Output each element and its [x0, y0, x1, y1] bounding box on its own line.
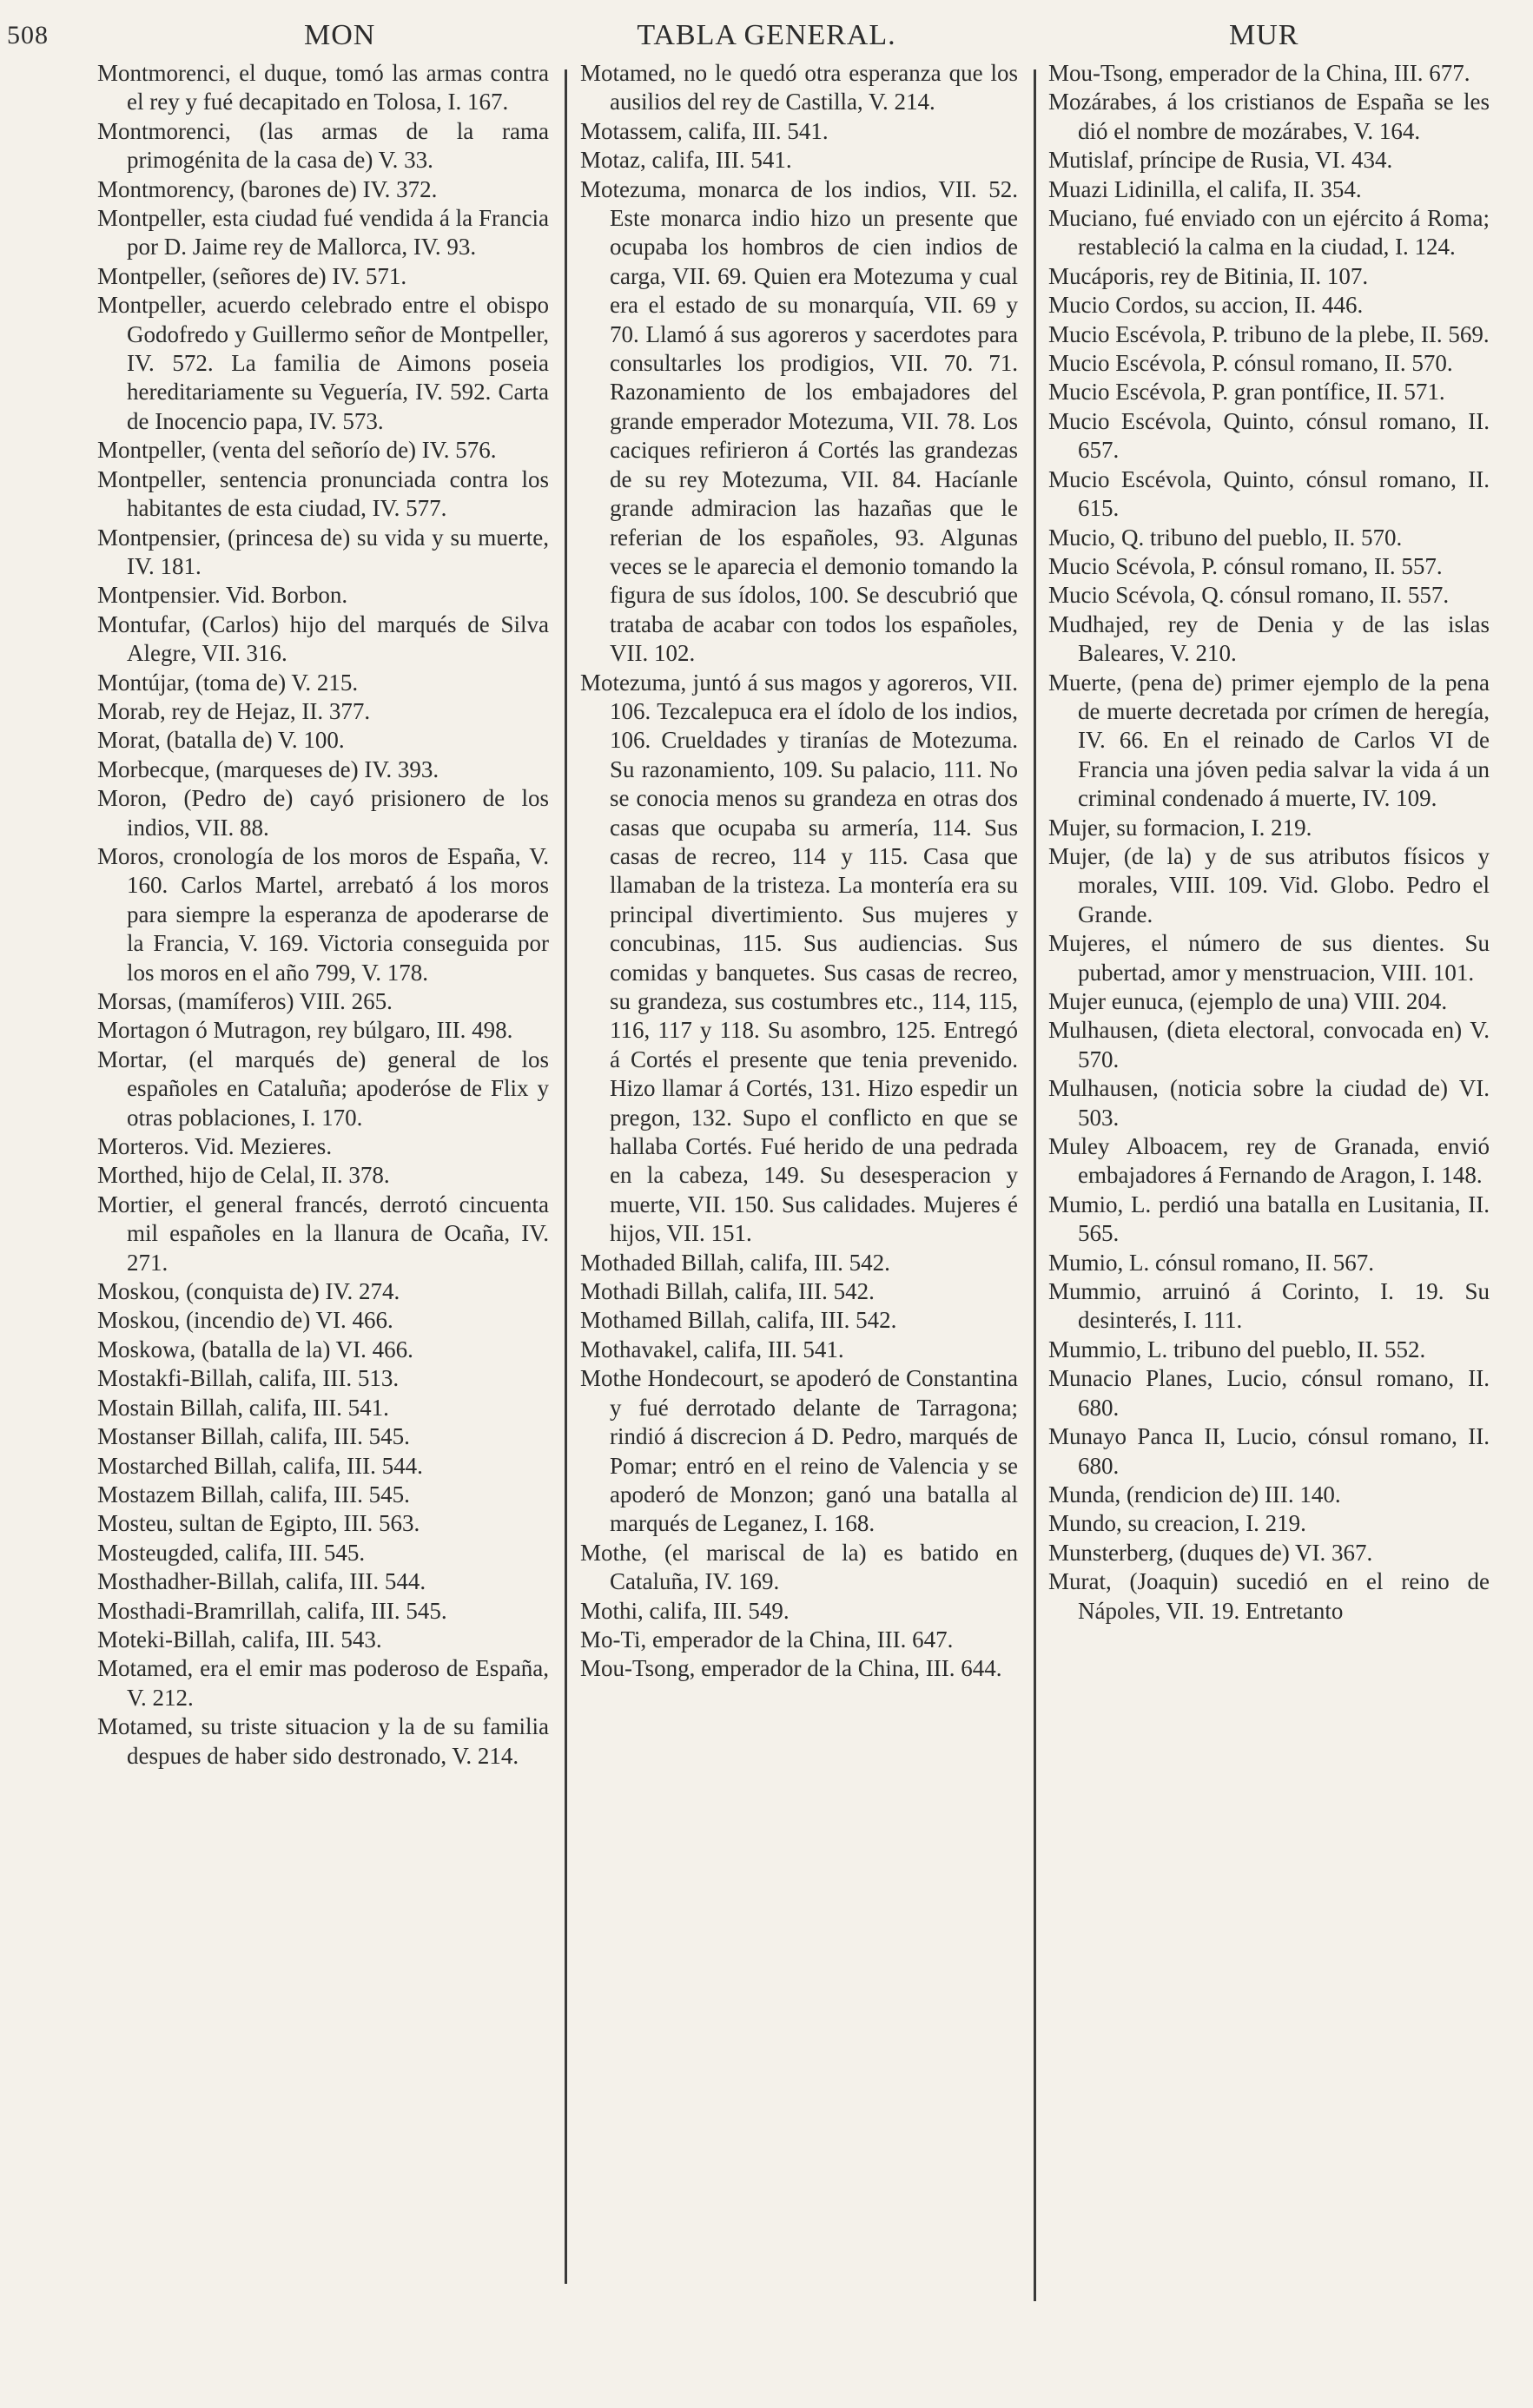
index-entry: Mosteugded, califa, III. 545. — [97, 1539, 366, 1566]
index-entry: Mothamed Billah, califa, III. 542. — [580, 1307, 897, 1334]
index-entry: Mumio, L. perdió una batalla en Lusitania, II. 565. — [1048, 1191, 1490, 1247]
index-entry: Muley Alboacem, rey de Granada, envió embajadores á Fernando de Aragon, I. 148. — [1048, 1133, 1490, 1189]
index-entry: Morthed, hijo de Celal, II. 378. — [97, 1162, 390, 1189]
column-divider — [1034, 69, 1036, 2301]
index-entry: Motezuma, monarca de los indios, VII. 52. Este monarca indio hizo un presente que ocupaba los hombros de cien indios de carga, VII. 69. Quien era Motezuma y cual era el estado de su monarquía, VII. 69 y 70. Llamó á sus agoreros y sacerdotes para consultarles los prodigios, VII. 70. 71. Razonamiento de los embajadores del grande emperador Motezuma, VII. 78. Los caciques refirieron á Cortés las grandezas de su rey Motezuma, VII. 84. Hacíanle grande admiracion las hazañas que le referian de los españoles, 93. Algunas veces se le aparecia el demonio tomando la figura de sus ídolos, 100. Se descubrió que trataba de acabar con todos los españoles, VII. 102. — [580, 175, 1018, 667]
index-entry: Mutislaf, príncipe de Rusia, VI. 434. — [1048, 147, 1393, 174]
index-entry: Muazi Lidinilla, el califa, II. 354. — [1048, 175, 1362, 202]
left-running-head: MON — [304, 19, 376, 51]
index-entry: Munayo Panca II, Lucio, cónsul romano, II. 680. — [1048, 1423, 1490, 1479]
index-entry: Morsas, (mamíferos) VIII. 265. — [97, 988, 393, 1014]
index-entry: Mostakfi-Billah, califa, III. 513. — [97, 1365, 400, 1392]
index-entry: Muciano, fué enviado con un ejército á Roma; restableció la calma en la ciudad, I. 124. — [1048, 205, 1490, 261]
index-entry: Mumio, L. cónsul romano, II. 567. — [1048, 1249, 1374, 1276]
index-entry: Montmorenci, el duque, tomó las armas contra el rey y fué decapitado en Tolosa, I. 167. — [97, 60, 549, 115]
index-entry: Motamed, su triste situacion y la de su familia despues de haber sido destronado, V. 214. — [97, 1713, 549, 1769]
page-header — [0, 9, 1533, 61]
index-entry: Moron, (Pedro de) cayó prisionero de los indios, VII. 88. — [97, 785, 549, 841]
column-divider — [565, 69, 567, 2284]
index-entry: Mosteu, sultan de Egipto, III. 563. — [97, 1510, 420, 1537]
index-entry: Mothi, califa, III. 549. — [580, 1597, 790, 1624]
index-entry: Moteki-Billah, califa, III. 543. — [97, 1626, 382, 1653]
index-entry: Motaz, califa, III. 541. — [580, 147, 792, 174]
right-running-head: MUR — [1229, 19, 1299, 51]
index-entry: Morab, rey de Hejaz, II. 377. — [97, 697, 371, 724]
index-entry: Mosthadher-Billah, califa, III. 544. — [97, 1568, 426, 1595]
index-entry: Moskowa, (batalla de la) VI. 466. — [97, 1336, 413, 1362]
index-entry: Mucio Escévola, Quinto, cónsul romano, II. 657. — [1048, 407, 1490, 464]
index-entry: Mujer, su formacion, I. 219. — [1048, 814, 1312, 841]
index-entry: Mothavakel, califa, III. 541. — [580, 1336, 844, 1362]
index-entry: Mothe Hondecourt, se apoderó de Constantina y fué derrotado delante de Tarragona; rindió á discrecion á D. Pedro, marqués de Pomar; entró en el reino de Valencia y se apoderó de Monzon; ganó una batalla al marqués de Leganez, I. 168. — [580, 1365, 1018, 1537]
index-entry: Muerte, (pena de) primer ejemplo de la pena de muerte decretada por crímen de heregía, IV. 66. En el reinado de Carlos VI de Francia una jóven pedia salvar la vida á un criminal condenado á muerte, IV. 109. — [1048, 669, 1490, 812]
index-entry: Mozárabes, á los cristianos de España se les dió el nombre de mozárabes, V. 164. — [1048, 89, 1490, 144]
index-entry: Morat, (batalla de) V. 100. — [97, 727, 345, 754]
index-column-2 — [580, 59, 1018, 2369]
index-entry: Mou-Tsong, emperador de la China, III. 644. — [580, 1655, 1002, 1682]
index-entry: Mostanser Billah, califa, III. 545. — [97, 1423, 410, 1450]
index-entry: Mo-Ti, emperador de la China, III. 647. — [580, 1626, 954, 1653]
index-entry: Montújar, (toma de) V. 215. — [97, 669, 359, 696]
index-entry: Montpeller, (venta del señorío de) IV. 576. — [97, 437, 497, 464]
index-entry: Mortagon ó Mutragon, rey búlgaro, III. 498. — [97, 1017, 513, 1044]
index-entry: Mucio Scévola, Q. cónsul romano, II. 557. — [1048, 582, 1450, 609]
index-entry: Mostazem Billah, califa, III. 545. — [97, 1481, 410, 1507]
index-entry: Montpeller, sentencia pronunciada contra los habitantes de esta ciudad, IV. 577. — [97, 465, 549, 522]
index-entry: Mucio Escévola, P. gran pontífice, II. 571. — [1048, 379, 1445, 406]
index-entry: Montufar, (Carlos) hijo del marqués de Silva Alegre, VII. 316. — [97, 610, 549, 667]
index-entry: Mujer, (de la) y de sus atributos físicos y morales, VIII. 109. Vid. Globo. Pedro el Grande. — [1048, 842, 1490, 927]
index-entry: Mucio Cordos, su accion, II. 446. — [1048, 292, 1364, 319]
index-entry: Montpeller, (señores de) IV. 571. — [97, 262, 407, 289]
index-entry: Munsterberg, (duques de) VI. 367. — [1048, 1539, 1373, 1566]
index-entry: Mortar, (el marqués de) general de los españoles en Cataluña; apoderóse de Flix y otras poblaciones, I. 170. — [97, 1046, 549, 1131]
index-entry: Mulhausen, (noticia sobre la ciudad de) VI. 503. — [1048, 1075, 1490, 1131]
index-entry: Munda, (rendicion de) III. 140. — [1048, 1481, 1341, 1507]
index-entry: Montpeller, acuerdo celebrado entre el obispo Godofredo y Guillermo señor de Montpeller, IV. 572. La familia de Aimons poseia hereditariamente su Veguería, IV. 592. Carta de Inocencio papa, IV. 573. — [97, 292, 549, 434]
index-entry: Morteros. Vid. Mezieres. — [97, 1133, 333, 1160]
index-entry: Mortier, el general francés, derrotó cincuenta mil españoles en la llanura de Ocaña, IV. 271. — [97, 1191, 549, 1276]
index-entry: Murat, (Joaquin) sucedió en el reino de Nápoles, VII. 19. Entretanto — [1048, 1568, 1490, 1624]
index-entry: Motezuma, juntó á sus magos y agoreros, VII. 106. Tezcalepuca era el ídolo de los indios, 106. Crueldades y tiranías de Motezuma. Su razonamiento, 109. Su palacio, 111. No se conocia menos su grandeza en otras dos casas que ocupaba su armería, 114. Sus casas de recreo, 114 y 115. Casa que llamaban de la tristeza. La montería era su principal divertimiento. Sus mujeres y concubinas, 115. Sus audiencias. Sus comidas y banquetes. Sus casas de recreo, su grandeza, sus costumbres etc., 114, 115, 116, 117 y 118. Su asombro, 125. Entregó á Cortés el presente que tenia prevenido. Hizo llamar á Cortés, 131. Hizo espedir un pregon, 132. Supo el conflicto en que se hallaba Cortés. Fué herido de una pedrada en la cabeza, 149. Su desesperacion y muerte, VII. 150. Sus calidades. Mujeres é hijos, VII. 151. — [580, 669, 1018, 1247]
page-number: 508 — [7, 21, 49, 49]
index-column-3 — [1048, 59, 1490, 2369]
index-entry: Moskou, (incendio de) VI. 466. — [97, 1307, 393, 1334]
index-entry: Motassem, califa, III. 541. — [580, 117, 829, 144]
index-entry: Mucio Scévola, P. cónsul romano, II. 557. — [1048, 552, 1443, 579]
index-entry: Mummio, arruinó á Corinto, I. 19. Su desinterés, I. 111. — [1048, 1278, 1490, 1334]
index-entry: Mostarched Billah, califa, III. 544. — [97, 1452, 423, 1479]
index-entry: Montmorency, (barones de) IV. 372. — [97, 175, 438, 202]
index-entry: Moros, cronología de los moros de España, V. 160. Carlos Martel, arrebató á los moros para siempre la esperanza de apoderarse de la Francia, V. 169. Victoria conseguida por los moros en el año 799, V. 178. — [97, 842, 549, 986]
index-entry: Mujeres, el número de sus dientes. Su pubertad, amor y menstruacion, VIII. 101. — [1048, 930, 1490, 986]
index-entry: Mucio Escévola, P. cónsul romano, II. 570. — [1048, 350, 1453, 377]
index-entry: Munacio Planes, Lucio, cónsul romano, II. 680. — [1048, 1365, 1490, 1421]
index-entry: Mummio, L. tribuno del pueblo, II. 552. — [1048, 1336, 1426, 1362]
index-entry: Mulhausen, (dieta electoral, convocada en) V. 570. — [1048, 1017, 1490, 1072]
index-column-1 — [97, 59, 549, 2369]
index-entry: Mou-Tsong, emperador de la China, III. 677. — [1048, 60, 1470, 86]
index-entry: Montpensier. Vid. Borbon. — [97, 582, 348, 609]
index-entry: Moskou, (conquista de) IV. 274. — [97, 1278, 400, 1305]
index-entry: Mucáporis, rey de Bitinia, II. 107. — [1048, 262, 1369, 289]
page-title: TABLA GENERAL. — [637, 19, 896, 51]
index-entry: Mothadi Billah, califa, III. 542. — [580, 1278, 875, 1305]
index-entry: Montpeller, esta ciudad fué vendida á la Francia por D. Jaime rey de Mallorca, IV. 93. — [97, 205, 549, 261]
index-entry: Mostain Billah, califa, III. 541. — [97, 1394, 389, 1421]
index-entry: Montpensier, (princesa de) su vida y su muerte, IV. 181. — [97, 524, 549, 579]
index-entry: Motamed, no le quedó otra esperanza que los ausilios del rey de Castilla, V. 214. — [580, 60, 1018, 115]
index-entry: Mosthadi-Bramrillah, califa, III. 545. — [97, 1597, 447, 1624]
index-entry: Mucio, Q. tribuno del pueblo, II. 570. — [1048, 524, 1403, 551]
index-entry: Morbecque, (marqueses de) IV. 393. — [97, 755, 439, 782]
index-entry: Mudhajed, rey de Denia y de las islas Baleares, V. 210. — [1048, 610, 1490, 667]
index-entry: Mucio Escévola, P. tribuno de la plebe, II. 569. — [1048, 320, 1490, 347]
index-entry: Mothe, (el mariscal de la) es batido en Cataluña, IV. 169. — [580, 1539, 1018, 1595]
index-entry: Mothaded Billah, califa, III. 542. — [580, 1249, 890, 1276]
index-entry: Montmorenci, (las armas de la rama primogénita de la casa de) V. 33. — [97, 117, 549, 174]
index-entry: Mundo, su creacion, I. 219. — [1048, 1510, 1306, 1537]
index-entry: Motamed, era el emir mas poderoso de España, V. 212. — [97, 1655, 549, 1711]
index-entry: Mujer eunuca, (ejemplo de una) VIII. 204. — [1048, 988, 1448, 1014]
index-entry: Mucio Escévola, Quinto, cónsul romano, II. 615. — [1048, 465, 1490, 522]
